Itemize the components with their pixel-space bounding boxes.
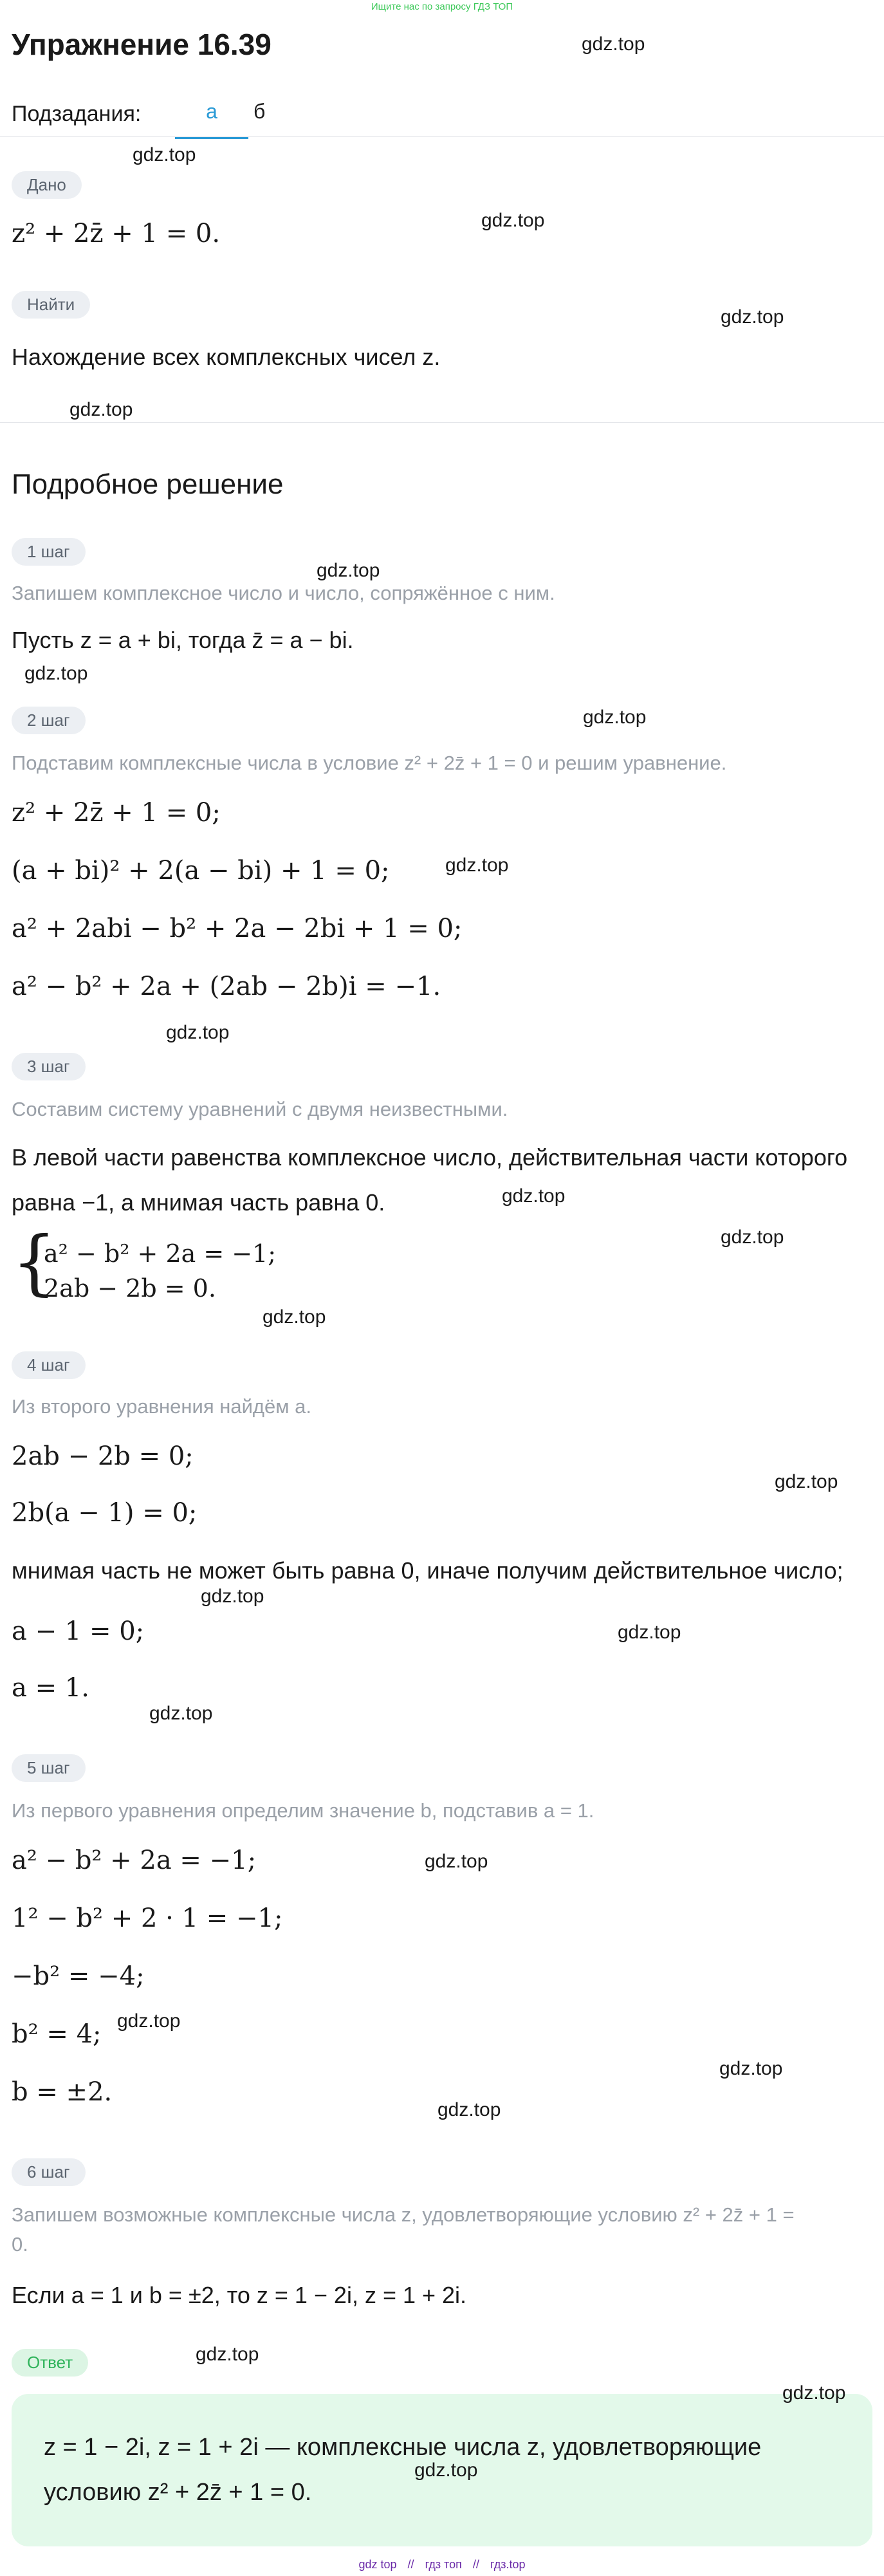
step-4-badge: 4 шаг (12, 1351, 86, 1379)
step-3-line-1: В левой части равенства комплексное число, действительная части которого (12, 1144, 848, 1171)
system-eq-1: a² − b² + 2a = −1; (44, 1239, 277, 1268)
watermark: gdz.top (117, 2010, 181, 2032)
step-4-line-3: мнимая часть не может быть равна 0, иначе получим действительное число; (12, 1557, 843, 1584)
step-1-badge: 1 шаг (12, 538, 86, 566)
watermark: gdz.top (317, 560, 380, 581)
footer-link-2[interactable]: гдз топ (425, 2558, 462, 2571)
given-equation: z² + 2z̄ + 1 = 0. (12, 219, 221, 248)
watermark: gdz.top (24, 663, 88, 684)
footer-link-1[interactable]: gdz top (358, 2558, 397, 2571)
section-divider (0, 422, 884, 423)
watermark: gdz.top (437, 2099, 501, 2120)
step-2-line-2: (a + bi)² + 2(a − bi) + 1 = 0; (12, 856, 390, 885)
step-4-line-1: 2ab − 2b = 0; (12, 1441, 194, 1471)
watermark: gdz.top (262, 1306, 326, 1328)
step-3-desc: Составим систему уравнений с двумя неизвестными. (12, 1098, 508, 1120)
watermark: gdz.top (69, 399, 133, 420)
step-2-line-3: a² + 2abi − b² + 2a − 2bi + 1 = 0; (12, 914, 463, 943)
step-6-desc: Запишем возможные комплексные числа z, удовлетворяющие условию z² + 2z̄ + 1 = (12, 2203, 795, 2226)
step-5-line-5: b = ±2. (12, 2077, 113, 2107)
footer-separator: // (407, 2558, 414, 2571)
watermark: gdz.top (583, 707, 647, 728)
footer (0, 2558, 884, 2571)
watermark: gdz.top (414, 2460, 478, 2481)
footer-link-3[interactable]: гдз.top (490, 2558, 526, 2571)
answer-badge: Ответ (12, 2349, 88, 2377)
step-5-badge: 5 шаг (12, 1754, 86, 1782)
watermark: gdz.top (166, 1022, 230, 1043)
tab-a[interactable]: а (175, 100, 248, 139)
step-6-desc-cont: 0. (12, 2233, 28, 2256)
page-title: Упражнение 16.39 (12, 28, 272, 61)
system-brace: { (12, 1221, 57, 1303)
step-4-desc: Из второго уравнения найдём a. (12, 1395, 312, 1418)
step-5-line-4: b² = 4; (12, 2019, 102, 2049)
step-6-line: Если a = 1 и b = ±2, то z = 1 − 2i, z = 1 + 2i. (12, 2282, 467, 2308)
step-1-desc: Запишем комплексное число и число, сопряжённое с ним. (12, 582, 555, 604)
subtasks-label: Подзадания: (12, 102, 142, 126)
watermark: gdz.top (445, 855, 509, 876)
watermark: gdz.top (481, 210, 545, 231)
step-2-line-1: z² + 2z̄ + 1 = 0; (12, 798, 221, 828)
step-5-desc: Из первого уравнения определим значение b, подставив a = 1. (12, 1799, 594, 1822)
given-badge: Дано (12, 171, 82, 199)
answer-line-2: условию z² + 2z̄ + 1 = 0. (44, 2479, 312, 2506)
watermark: gdz.top (618, 1622, 681, 1643)
step-5-line-2: 1² − b² + 2 · 1 = −1; (12, 1904, 283, 1933)
step-4-line-4: a − 1 = 0; (12, 1617, 145, 1646)
step-6-badge: 6 шаг (12, 2158, 86, 2186)
find-badge: Найти (12, 291, 90, 319)
watermark: gdz.top (721, 306, 784, 328)
tab-b[interactable]: б (253, 100, 266, 123)
watermark: gdz.top (721, 1227, 784, 1248)
step-2-desc: Подставим комплексные числа в условие z² + 2z̄ + 1 = 0 и решим уравнение. (12, 752, 727, 774)
watermark: gdz.top (133, 144, 196, 165)
step-4-line-2: 2b(a − 1) = 0; (12, 1498, 198, 1528)
step-2-line-4: a² − b² + 2a + (2ab − 2b)i = −1. (12, 972, 441, 1001)
top-note: Ищите нас по запросу ГДЗ ТОП (371, 1, 513, 12)
watermark: gdz.top (782, 2382, 846, 2404)
step-4-line-5: a = 1. (12, 1673, 89, 1703)
step-3-badge: 3 шаг (12, 1053, 86, 1080)
footer-separator: // (472, 2558, 479, 2571)
solution-title: Подробное решение (12, 468, 284, 500)
watermark: gdz.top (425, 1851, 488, 1872)
watermark: gdz.top (149, 1703, 213, 1724)
step-1-line: Пусть z = a + bi, тогда z̄ = a − bi. (12, 627, 354, 653)
system-eq-2: 2ab − 2b = 0. (44, 1274, 216, 1302)
answer-line-1: z = 1 − 2i, z = 1 + 2i — комплексные числа z, удовлетворяющие (44, 2434, 762, 2461)
tabs-divider (0, 136, 884, 137)
watermark: gdz.top (502, 1185, 566, 1207)
watermark: gdz.top (719, 2058, 783, 2079)
step-3-line-2: равна −1, а мнимая часть равна 0. (12, 1189, 385, 1216)
step-2-badge: 2 шаг (12, 707, 86, 734)
watermark: gdz.top (775, 1471, 838, 1492)
step-5-line-3: −b² = −4; (12, 1961, 145, 1991)
watermark: gdz.top (582, 33, 645, 55)
step-5-line-1: a² − b² + 2a = −1; (12, 1846, 257, 1875)
watermark: gdz.top (201, 1586, 264, 1607)
find-text: Нахождение всех комплексных чисел z. (12, 344, 441, 370)
watermark: gdz.top (196, 2344, 259, 2365)
